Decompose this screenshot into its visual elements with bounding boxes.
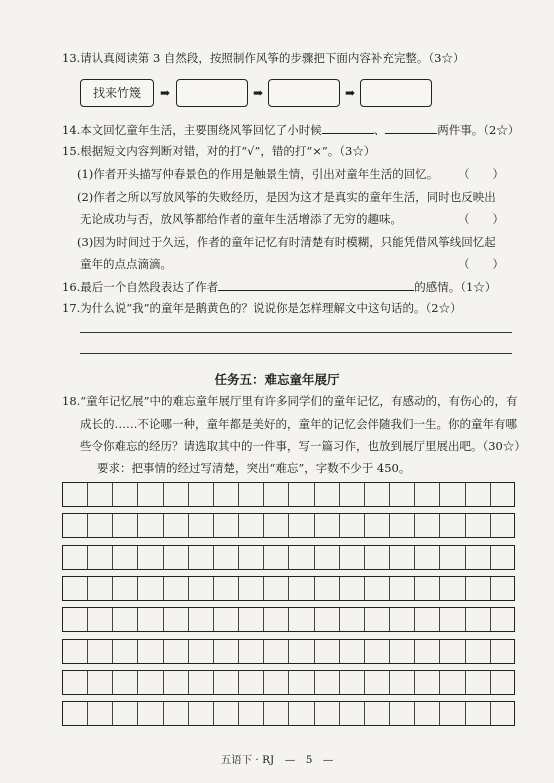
grid-cell[interactable] — [340, 671, 365, 694]
grid-cell[interactable] — [164, 608, 189, 631]
grid-cell[interactable] — [441, 514, 466, 537]
question-18-line3: 些令你难忘的经历？请选取其中的一件事，写一篇习作，也放到展厅里展出吧。（30☆） — [80, 439, 526, 453]
grid-cell[interactable] — [390, 608, 415, 631]
grid-cell[interactable] — [264, 702, 289, 725]
answer-paren[interactable]: （ ） — [458, 167, 504, 181]
step-box-3[interactable] — [268, 79, 340, 107]
grid-cell[interactable] — [315, 640, 340, 663]
grid-row — [62, 482, 515, 507]
grid-cell[interactable] — [113, 546, 138, 569]
grid-cell[interactable] — [113, 640, 138, 663]
grid-cell[interactable] — [239, 514, 264, 537]
grid-cell[interactable] — [390, 483, 415, 506]
grid-cell[interactable] — [365, 514, 390, 537]
grid-cell[interactable] — [113, 702, 138, 725]
grid-row — [62, 670, 515, 695]
grid-cell[interactable] — [466, 483, 491, 506]
grid-cell[interactable] — [189, 514, 214, 537]
judgement-item-3-cont: 童年的点点滴滴。 — [80, 257, 172, 271]
grid-cell[interactable] — [113, 608, 138, 631]
answer-line[interactable] — [80, 332, 512, 333]
grid-cell[interactable] — [315, 546, 340, 569]
grid-cell[interactable] — [63, 514, 88, 537]
grid-cell[interactable] — [189, 577, 214, 600]
answer-line[interactable] — [80, 353, 512, 354]
judgement-item-2-cont: 无论成功与否，放风筝都给作者的童年生活增添了无穷的趣味。 — [80, 212, 402, 226]
grid-cell[interactable] — [290, 577, 315, 600]
question-16 — [62, 278, 496, 295]
grid-cell[interactable] — [340, 483, 365, 506]
grid-cell[interactable] — [290, 514, 315, 537]
grid-cell[interactable] — [189, 608, 214, 631]
grid-cell[interactable] — [63, 577, 88, 600]
question-15: 15.根据短文内容判断对错，对的打“√”，错的打“×”。（3☆） — [62, 144, 376, 158]
grid-cell[interactable] — [264, 640, 289, 663]
grid-cell[interactable] — [239, 640, 264, 663]
grid-cell[interactable] — [365, 640, 390, 663]
grid-cell[interactable] — [315, 483, 340, 506]
arrow-right-icon: ➡ — [345, 86, 356, 100]
answer-paren[interactable]: （ ） — [458, 212, 504, 226]
grid-cell[interactable] — [264, 546, 289, 569]
grid-cell[interactable] — [189, 640, 214, 663]
composition-grid[interactable] — [62, 482, 515, 728]
grid-cell[interactable] — [315, 514, 340, 537]
grid-cell[interactable] — [63, 546, 88, 569]
grid-row — [62, 639, 515, 664]
grid-cell[interactable] — [441, 671, 466, 694]
grid-cell[interactable] — [340, 546, 365, 569]
grid-cell[interactable] — [63, 608, 88, 631]
grid-cell[interactable] — [441, 702, 466, 725]
grid-cell[interactable] — [315, 702, 340, 725]
grid-cell[interactable] — [88, 546, 113, 569]
grid-cell[interactable] — [164, 483, 189, 506]
grid-cell[interactable] — [264, 483, 289, 506]
section-title: 任务五：难忘童年展厅 — [214, 372, 340, 387]
grid-cell[interactable] — [365, 702, 390, 725]
grid-cell[interactable] — [189, 671, 214, 694]
grid-cell[interactable] — [290, 640, 315, 663]
grid-cell[interactable] — [214, 483, 239, 506]
grid-cell[interactable] — [239, 483, 264, 506]
grid-cell[interactable] — [390, 514, 415, 537]
grid-cell[interactable] — [139, 514, 164, 537]
grid-cell[interactable] — [214, 640, 239, 663]
grid-cell[interactable] — [63, 640, 88, 663]
grid-cell[interactable] — [264, 671, 289, 694]
grid-cell[interactable] — [63, 671, 88, 694]
grid-cell[interactable] — [239, 577, 264, 600]
answer-blank[interactable] — [322, 121, 374, 134]
grid-cell[interactable] — [239, 546, 264, 569]
grid-cell[interactable] — [466, 608, 491, 631]
grid-cell[interactable] — [415, 577, 440, 600]
grid-cell[interactable] — [441, 577, 466, 600]
step-box-1: 找来竹篾 — [80, 79, 154, 107]
grid-row — [62, 513, 515, 538]
question-14-part1: 14.本文回忆童年生活，主要围绕风筝回忆了小时候 — [62, 123, 322, 137]
grid-cell[interactable] — [139, 483, 164, 506]
grid-cell[interactable] — [415, 546, 440, 569]
grid-cell[interactable] — [466, 577, 491, 600]
answer-blank[interactable] — [218, 278, 414, 291]
grid-cell[interactable] — [441, 483, 466, 506]
grid-cell[interactable] — [315, 577, 340, 600]
grid-cell[interactable] — [264, 608, 289, 631]
grid-cell[interactable] — [88, 608, 113, 631]
grid-cell[interactable] — [88, 514, 113, 537]
grid-cell[interactable] — [290, 608, 315, 631]
grid-cell[interactable] — [214, 671, 239, 694]
question-18-line2: 成长的……不论哪一种，童年都是美好的，童年的记忆会伴随我们一生。你的童年有哪 — [80, 417, 517, 431]
answer-paren[interactable]: （ ） — [458, 257, 504, 271]
grid-cell[interactable] — [290, 483, 315, 506]
grid-cell[interactable] — [239, 608, 264, 631]
grid-cell[interactable] — [214, 514, 239, 537]
grid-cell[interactable] — [365, 671, 390, 694]
grid-cell[interactable] — [139, 640, 164, 663]
question-16-part1: 16.最后一个自然段表达了作者 — [62, 280, 219, 294]
grid-cell[interactable] — [390, 671, 415, 694]
judgement-item-2: (2)作者之所以写放风筝的失败经历，是因为这才是真实的童年生活，同时也反映出 — [77, 190, 496, 204]
grid-cell[interactable] — [88, 671, 113, 694]
question-14-part3: 两件事。（2☆） — [437, 123, 520, 137]
grid-cell[interactable] — [189, 483, 214, 506]
grid-cell[interactable] — [441, 546, 466, 569]
grid-cell[interactable] — [113, 577, 138, 600]
grid-row — [62, 607, 515, 632]
grid-cell[interactable] — [88, 702, 113, 725]
grid-cell[interactable] — [441, 640, 466, 663]
grid-cell[interactable] — [365, 577, 390, 600]
judgement-item-3: (3)因为时间过于久远，作者的童年记忆有时清楚有时模糊，只能凭借风筝线回忆起 — [77, 235, 496, 249]
grid-cell[interactable] — [164, 640, 189, 663]
grid-cell[interactable] — [88, 577, 113, 600]
grid-cell[interactable] — [415, 608, 440, 631]
grid-cell[interactable] — [239, 671, 264, 694]
judgement-item-1: (1)作者开头描写仲春景色的作用是触景生情，引出对童年生活的回忆。 — [77, 167, 439, 181]
grid-cell[interactable] — [290, 546, 315, 569]
grid-cell[interactable] — [139, 608, 164, 631]
arrow-right-icon: ➡ — [253, 86, 264, 100]
grid-cell[interactable] — [214, 546, 239, 569]
grid-cell[interactable] — [164, 702, 189, 725]
grid-cell[interactable] — [466, 546, 491, 569]
grid-cell[interactable] — [139, 577, 164, 600]
question-14-sep: 、 — [373, 123, 386, 137]
grid-cell[interactable] — [415, 640, 440, 663]
grid-cell[interactable] — [264, 577, 289, 600]
question-16-part2: 的感情。（1☆） — [414, 280, 497, 294]
grid-cell[interactable] — [340, 514, 365, 537]
grid-cell[interactable] — [113, 514, 138, 537]
grid-row — [62, 576, 515, 601]
grid-cell[interactable] — [214, 702, 239, 725]
grid-cell[interactable] — [365, 483, 390, 506]
grid-cell[interactable] — [466, 702, 491, 725]
grid-cell[interactable] — [239, 702, 264, 725]
grid-cell[interactable] — [164, 577, 189, 600]
grid-cell[interactable] — [139, 671, 164, 694]
grid-cell[interactable] — [466, 671, 491, 694]
question-17: 17.为什么说“我”的童年是鹅黄色的？说说你是怎样理解文中这句话的。（2☆） — [62, 301, 462, 315]
grid-cell[interactable] — [415, 671, 440, 694]
question-18-requirement: 要求：把事情的经过写清楚，突出“难忘”，字数不少于 450。 — [97, 461, 411, 475]
page-footer: 五语下 · RJ — 5 — — [220, 754, 334, 766]
grid-cell[interactable] — [264, 514, 289, 537]
grid-cell[interactable] — [113, 671, 138, 694]
grid-cell[interactable] — [466, 514, 491, 537]
grid-cell[interactable] — [390, 702, 415, 725]
grid-cell[interactable] — [340, 608, 365, 631]
grid-row — [62, 701, 515, 726]
grid-cell[interactable] — [63, 483, 88, 506]
arrow-right-icon: ➡ — [160, 86, 171, 100]
grid-cell[interactable] — [340, 702, 365, 725]
grid-cell[interactable] — [63, 702, 88, 725]
grid-cell[interactable] — [113, 483, 138, 506]
grid-cell[interactable] — [139, 546, 164, 569]
grid-cell[interactable] — [189, 546, 214, 569]
grid-cell[interactable] — [214, 608, 239, 631]
grid-cell[interactable] — [415, 514, 440, 537]
grid-cell[interactable] — [390, 577, 415, 600]
question-18-line1: 18.“童年记忆展”中的难忘童年展厅里有许多同学们的童年记忆，有感动的，有伤心的，有 — [62, 394, 518, 408]
grid-cell[interactable] — [365, 546, 390, 569]
step-box-2[interactable] — [176, 79, 248, 107]
question-13: 13.请认真阅读第 3 自然段，按照制作风筝的步骤把下面内容补充完整。（3☆） — [62, 51, 465, 65]
grid-row — [62, 545, 515, 570]
grid-cell[interactable] — [466, 640, 491, 663]
grid-cell[interactable] — [88, 483, 113, 506]
grid-cell[interactable] — [365, 608, 390, 631]
grid-cell[interactable] — [189, 702, 214, 725]
grid-cell[interactable] — [214, 577, 239, 600]
grid-cell[interactable] — [315, 671, 340, 694]
answer-blank[interactable] — [385, 121, 437, 134]
question-14 — [62, 121, 519, 138]
grid-cell[interactable] — [164, 671, 189, 694]
grid-cell[interactable] — [441, 608, 466, 631]
grid-cell[interactable] — [415, 702, 440, 725]
grid-cell[interactable] — [88, 640, 113, 663]
grid-cell[interactable] — [340, 577, 365, 600]
grid-cell[interactable] — [390, 546, 415, 569]
grid-cell[interactable] — [290, 671, 315, 694]
grid-cell[interactable] — [290, 702, 315, 725]
grid-cell[interactable] — [415, 483, 440, 506]
grid-cell[interactable] — [315, 608, 340, 631]
grid-cell[interactable] — [164, 546, 189, 569]
grid-cell[interactable] — [390, 640, 415, 663]
grid-cell[interactable] — [164, 514, 189, 537]
grid-cell[interactable] — [139, 702, 164, 725]
step-box-4[interactable] — [360, 79, 432, 107]
grid-cell[interactable] — [340, 640, 365, 663]
